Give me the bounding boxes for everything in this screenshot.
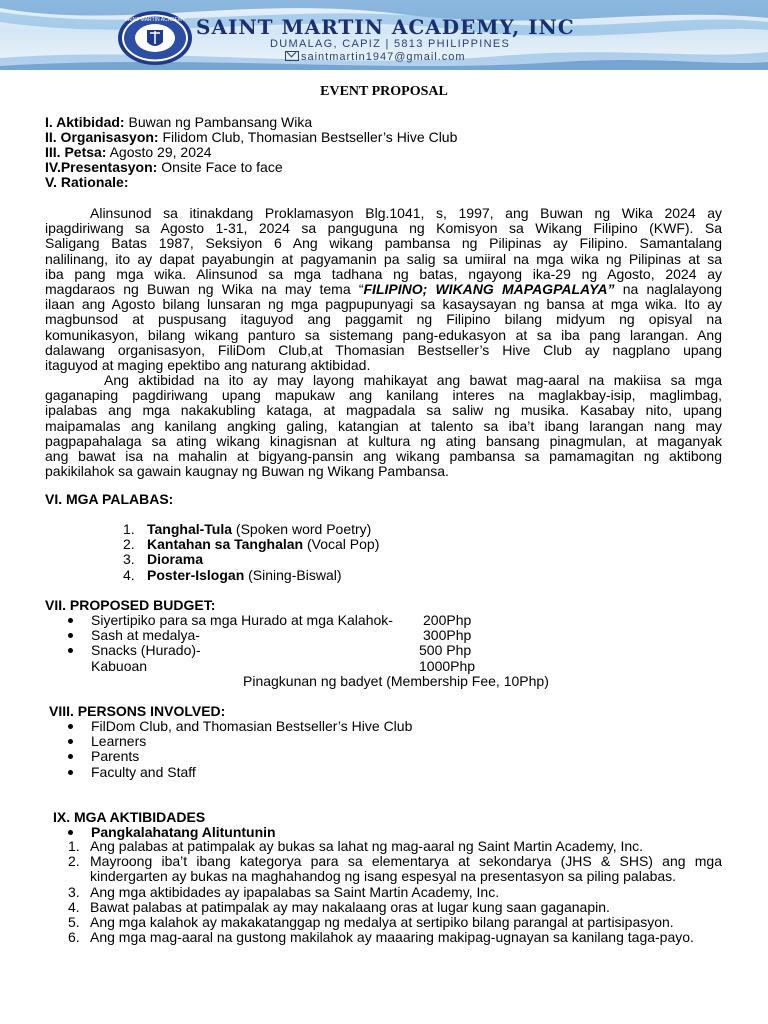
school-email-text: saintmartin1947@gmail.com (301, 51, 466, 63)
theme-line: magdaraos ng Buwan ng Wika na may tema “FILIPINO; WIKANG MAPAGPALAYA” na naglalayong (45, 280, 722, 297)
list-item: 2. Kantahan sa Tanghalan (Vocal Pop) (123, 536, 380, 553)
bullet-icon (68, 830, 73, 835)
list-item: FilDom Club, and Thomasian Bestseller’s Hive Club (91, 719, 412, 734)
document-title: EVENT PROPOSAL (320, 84, 448, 99)
info-presentation: IV.Presentasyon: Onsite Face to face (45, 159, 283, 175)
budget-heading: VII. PROPOSED BUDGET: (45, 597, 216, 613)
rationale-paragraph-1: Alinsunod sa itinakdang Proklamasyon Blg.1041, s, 1997, ang Buwan ng Wika 2024 ay ipagdiriwang sa Agosto 1-31, 2024 sa panguguna ng Komisyon sa Wikang Filipino (KWF). Sa Saligang Batas 1987, Seksiyon 6 Ang wikang pambansa ng Pilipinas ay Filipino. Samantalang nalilinang, ito ay dapat payabungin at pagyamanin pa salig sa umiiral na mga wika ng Pilipinas at sa iba pang mga wika. Alinsunod sa mga tadhana ng batas, ngayong ika-29 ng Agosto, 2024 ay magdaraos ng Buwan ng Wika na may tema “FILIPINO; WIKANG MAPAGPALAYA” na naglalayong ilaan ang Agosto bilang lunsaran ng mga pagpupunyagi sa kasaysayan ng bansa at mga wika. Ito ay magbunsod at puspusang itaguyod ang paggamit ng Filipino bilang midyum ng opisyal na komunikasyon, bilang wikang panturo sa sistemang pang-edukasyon at sa iba pang larangan. Ang dalawang organisasyon, FiliDom Club,at Thomasian Bestseller’s Hive Club ay nagplano upang itaguyod at maging epektibo ang naturang aktibidad. (45, 205, 722, 373)
guidelines-list (68, 839, 722, 945)
list-item: Faculty and Staff (91, 765, 412, 780)
budget-total: Kabuoan 1000Php (91, 657, 476, 674)
bullet-icon (68, 754, 73, 759)
list-item: 4. Poster-Islogan (Sining-Biswal) (123, 566, 342, 583)
bullet-icon (68, 618, 73, 623)
budget-item: Sash at medalya- 300Php (91, 628, 511, 643)
school-name: SAINT MARTIN ACADEMY, INC (196, 15, 575, 39)
palabas-heading: VI. MGA PALABAS: (45, 491, 174, 507)
list-item: 6. Ang mga mag-aaral na gustong makilahok ay maaaring makipag-ugnayan sa kanilang taga-payo. (68, 929, 694, 946)
school-seal-icon (117, 10, 193, 66)
list-item: 5. Ang mga kalahok ay makakatanggap ng medalya at sertipiko bilang parangal at partisipasyon. (68, 914, 674, 931)
budget-list (91, 613, 511, 674)
bullet-icon (68, 739, 73, 744)
aktibidades-subheading: Pangkalahatang Alituntunin (91, 824, 276, 840)
proposal-info (45, 115, 457, 190)
list-item: 2. Mayroong iba’t ibang kategorya para sa elementarya at sekondarya (JHS & SHS) ang mga kindergarten ay bukas na maghahandog ng isang espesyal na presentasyon sa piling palabas. (68, 853, 722, 885)
persons-list (91, 719, 412, 780)
info-date: III. Petsa: Agosto 29, 2024 (45, 144, 212, 160)
list-item: Learners (91, 734, 412, 749)
list-item: 3. Diorama (123, 551, 204, 568)
persons-heading: VIII. PERSONS INVOLVED: (49, 703, 226, 719)
rationale-paragraph-2: Ang aktibidad na ito ay may layong mahikayat ang bawat mag-aaral na makiisa sa mga gaganaping pagdiriwang upang mapukaw ang kanilang interes na maglakbay-isip, maglimbag, ipalabas ang mga nakakubling kataga, at magpadala sa saliw ng musika. Kasabay nito, upang maipamalas ang kanilang angking galing, katangian at talento sa iba’t ibang larangan nang may pagpapahalaga sa ating wikang kinagisnan at kultura ng ating bansang pinagmulan, at maganyak ang bawat isa na mahalin at bigyang-pansin ang wikang pambansa sa pamamagitan ng aktibong pakikilahok sa gawain kaugnay ng Buwan ng Wikang Pambansa. (45, 372, 722, 480)
budget-source: Pinagkunan ng badyet (Membership Fee, 10Php) (243, 673, 549, 689)
info-rationale-label: V. Rationale: (45, 174, 129, 190)
budget-item: Snacks (Hurado)- 500 Php (91, 643, 511, 658)
theme-text: FILIPINO; WIKANG MAPAGPALAYA” (363, 280, 615, 297)
mail-icon (285, 51, 299, 61)
list-item: Parents (91, 749, 412, 764)
school-address: DUMALAG, CAPIZ | 5813 PHILIPPINES (270, 38, 511, 50)
list-item: 1. Ang palabas at patimpalak ay bukas sa lahat ng mag-aaral ng Saint Martin Academy, Inc. (68, 838, 644, 854)
info-activity: I. Aktibidad: Buwan ng Pambansang Wika (45, 114, 313, 130)
aktibidades-heading: IX. MGA AKTIBIDADES (53, 809, 206, 825)
bullet-icon (68, 648, 73, 653)
school-email (285, 51, 466, 63)
info-organization: II. Organisasyon: Filidom Club, Thomasian Bestseller’s Hive Club (45, 129, 458, 145)
list-item: 4. Bawat palabas at patimpalak ay may nakalaang oras at lugar kung saan gaganapin. (68, 898, 610, 915)
svg-text:SAINT MARTIN ACADEMY: SAINT MARTIN ACADEMY (124, 17, 186, 23)
list-item: 1. Tanghal-Tula (Spoken word Poetry) (123, 521, 372, 537)
budget-item: Siyertipiko para sa mga Hurado at mga Kalahok- 200Php (91, 613, 511, 628)
palabas-list (123, 522, 379, 583)
letterhead (0, 0, 768, 70)
bullet-icon (68, 724, 73, 729)
bullet-icon (68, 770, 73, 775)
bullet-icon (68, 633, 73, 638)
list-item: 3. Ang mga aktibidades ay ipapalabas sa Saint Martin Academy, Inc. (68, 883, 500, 900)
